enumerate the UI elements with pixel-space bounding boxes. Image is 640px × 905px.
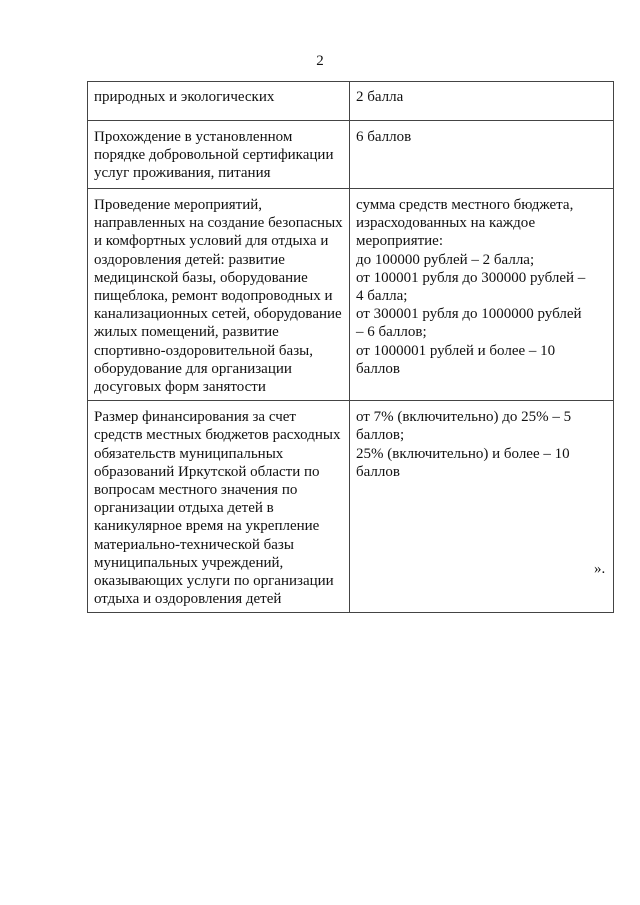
criterion-line: услуг проживания, питания — [94, 165, 271, 182]
criterion-line: оборудование для организации — [94, 360, 292, 377]
criterion-line: оказывающих услуги по организации — [94, 573, 334, 590]
score-line: 2 балла — [356, 89, 404, 105]
score-line: 6 баллов — [356, 129, 412, 145]
criterion-line: материально-технической базы — [94, 536, 294, 553]
criterion-line: вопросам местного значения по — [94, 482, 298, 499]
criterion-line: организации отдыха детей в — [94, 500, 274, 517]
criterion-line: жилых помещений, развитие — [94, 324, 279, 341]
criterion-line: природных и экологических — [94, 89, 275, 105]
criterion-line: направленных на создание безопасных — [94, 215, 343, 232]
closing-quote: ». — [594, 561, 606, 577]
score-line: от 300001 рубля до 1000000 рублей — [356, 306, 582, 323]
table-row — [88, 401, 614, 613]
criterion-line: средств местных бюджетов расходных — [94, 427, 341, 444]
score-line: баллов; — [356, 427, 405, 444]
table-row — [88, 82, 614, 121]
score-line: – 6 баллов; — [356, 324, 427, 341]
score-line: баллов — [356, 360, 400, 377]
criterion-line: канализационных сетей, оборудование — [94, 306, 342, 323]
page-number: 2 — [316, 53, 324, 69]
criterion-line: обязательств муниципальных — [94, 445, 284, 462]
score-line: до 100000 рублей – 2 балла; — [356, 251, 535, 268]
criterion-cell — [88, 401, 350, 613]
criterion-cell — [88, 121, 350, 189]
criterion-line: муниципальных учреждений, — [94, 554, 284, 571]
table-row — [88, 121, 614, 189]
criterion-line: отдыха и оздоровления детей — [94, 591, 282, 608]
criterion-cell — [88, 189, 350, 401]
criterion-line: порядке добровольной сертификации — [94, 147, 334, 164]
score-cell — [350, 189, 614, 401]
table-row — [88, 189, 614, 401]
criterion-line: Проведение мероприятий, — [94, 197, 263, 213]
criterion-line: оздоровления детей: развитие — [94, 251, 285, 268]
score-line: 25% (включительно) и более – 10 — [356, 445, 570, 462]
score-line: от 100001 рубля до 300000 рублей – — [356, 269, 586, 286]
criteria-table — [87, 81, 614, 613]
criterion-line: пищеблока, ремонт водопроводных и — [94, 288, 333, 305]
criterion-line: Размер финансирования за счет — [94, 409, 296, 426]
criterion-line: Прохождение в установленном — [94, 129, 293, 145]
score-line: от 1000001 рублей и более – 10 — [356, 342, 556, 359]
score-line: баллов — [356, 463, 400, 480]
score-line: от 7% (включительно) до 25% – 5 — [356, 409, 572, 426]
criterion-cell — [88, 82, 350, 121]
criterion-line: образований Иркутской области по — [94, 463, 320, 480]
score-cell — [350, 401, 614, 613]
criterion-line: досуговых форм занятости — [94, 379, 266, 396]
criterion-line: спортивно-оздоровительной базы, — [94, 342, 313, 359]
score-line: 4 балла; — [356, 288, 408, 305]
score-cell — [350, 82, 614, 121]
criterion-line: и комфортных условий для отдыха и — [94, 233, 329, 250]
score-cell — [350, 121, 614, 189]
score-line: сумма средств местного бюджета, — [356, 197, 574, 213]
score-line: израсходованных на каждое — [356, 215, 536, 232]
score-line: мероприятие: — [356, 233, 444, 250]
criterion-line: медицинской базы, оборудование — [94, 269, 308, 286]
criterion-line: каникулярное время на укрепление — [94, 518, 320, 535]
